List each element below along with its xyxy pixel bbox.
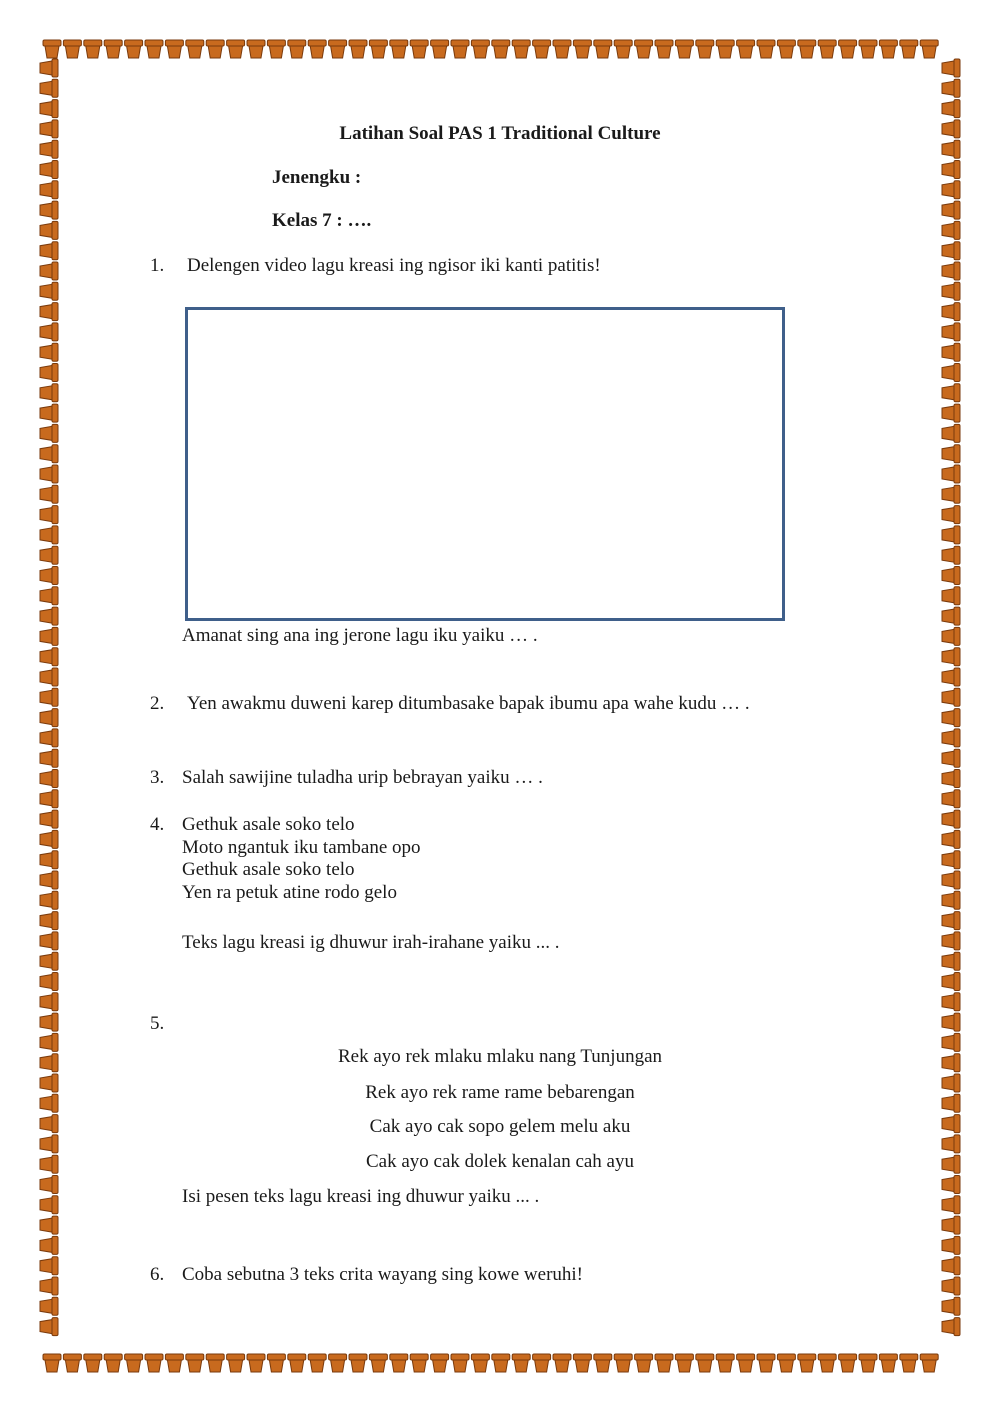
flower-pot-icon [125, 40, 143, 58]
flower-pot-icon [942, 526, 960, 544]
flower-pot-icon [40, 952, 58, 970]
flower-pot-icon [942, 587, 960, 605]
flower-pot-icon [942, 973, 960, 991]
flower-pot-icon [40, 1216, 58, 1234]
flower-pot-icon [369, 40, 387, 58]
flower-pot-icon [84, 40, 102, 58]
flower-pot-icon [40, 648, 58, 666]
flower-pot-icon [40, 932, 58, 950]
flower-pot-icon [329, 40, 347, 58]
flower-pot-icon [247, 40, 265, 58]
flower-pot-icon [942, 546, 960, 564]
flower-pot-icon [942, 790, 960, 808]
flower-pot-icon [40, 303, 58, 321]
flower-pot-icon [839, 1354, 857, 1372]
flower-pot-icon [451, 1354, 469, 1372]
flower-pot-icon [40, 79, 58, 97]
flower-pot-icon [40, 201, 58, 219]
flower-pot-icon [288, 1354, 306, 1372]
flower-pot-icon [349, 1354, 367, 1372]
flower-pot-icon [798, 40, 816, 58]
flower-pot-icon [40, 607, 58, 625]
flower-pot-icon [431, 1354, 449, 1372]
flower-pot-icon [206, 1354, 224, 1372]
flower-pot-icon [942, 1216, 960, 1234]
flower-pot-icon [942, 445, 960, 463]
flower-pot-icon [227, 40, 245, 58]
flower-pot-icon [942, 607, 960, 625]
flower-pot-icon [675, 40, 693, 58]
flower-pot-icon [40, 729, 58, 747]
flower-pot-icon [942, 262, 960, 280]
flower-pot-icon [533, 40, 551, 58]
question-4-lyric-line: Gethuk asale soko telo [182, 814, 355, 835]
question-5-lyric-line: Cak ayo cak dolek kenalan cah ayu [366, 1151, 634, 1172]
flower-pot-icon [512, 1354, 530, 1372]
flower-pot-icon [942, 993, 960, 1011]
flower-pot-icon [942, 749, 960, 767]
flower-pot-icon [40, 993, 58, 1011]
flower-pot-icon [942, 567, 960, 585]
flower-pot-icon [369, 1354, 387, 1372]
flower-pot-icon [942, 871, 960, 889]
flower-pot-icon [818, 40, 836, 58]
question-5-lyric-line: Cak ayo cak sopo gelem melu aku [369, 1116, 631, 1137]
question-5-lyric-line: Rek ayo rek mlaku mlaku nang Tunjungan [337, 1046, 663, 1067]
flower-pot-icon [635, 40, 653, 58]
flower-pot-icon [942, 282, 960, 300]
flower-pot-icon [40, 546, 58, 564]
flower-pot-icon [942, 424, 960, 442]
flower-pot-icon [145, 40, 163, 58]
flower-pot-icon [942, 668, 960, 686]
flower-pot-icon [410, 40, 428, 58]
flower-pot-icon [471, 40, 489, 58]
flower-pot-icon [40, 1277, 58, 1295]
flower-pot-icon [471, 1354, 489, 1372]
flower-pot-icon [145, 1354, 163, 1372]
flower-pot-icon [553, 1354, 571, 1372]
page-border-bottom [42, 1352, 958, 1374]
flower-pot-icon [594, 40, 612, 58]
flower-pot-icon [390, 40, 408, 58]
flower-pot-icon [859, 40, 877, 58]
flower-pot-icon [900, 40, 918, 58]
flower-pot-icon [40, 323, 58, 341]
flower-pot-icon [186, 40, 204, 58]
class-label: Kelas 7 : …. [272, 210, 372, 231]
flower-pot-icon [40, 181, 58, 199]
flower-pot-icon [594, 1354, 612, 1372]
flower-pot-icon [942, 1297, 960, 1315]
flower-pot-icon [839, 40, 857, 58]
flower-pot-icon [942, 830, 960, 848]
flower-pot-icon [40, 242, 58, 260]
flower-pot-icon [942, 851, 960, 869]
flower-pot-icon [942, 729, 960, 747]
flower-pot-icon [104, 40, 122, 58]
flower-pot-icon [942, 465, 960, 483]
page-title: Latihan Soal PAS 1 Traditional Culture [339, 123, 661, 144]
flower-pot-icon [942, 303, 960, 321]
flower-pot-icon [40, 1236, 58, 1254]
flower-pot-icon [43, 1354, 61, 1372]
flower-pot-icon [40, 912, 58, 930]
flower-pot-icon [165, 40, 183, 58]
flower-pot-icon [492, 40, 510, 58]
flower-pot-icon [942, 952, 960, 970]
flower-pot-icon [63, 1354, 81, 1372]
flower-pot-icon [942, 221, 960, 239]
question-1-number: 1. [150, 255, 165, 276]
flower-pot-icon [40, 161, 58, 179]
flower-pot-icon [40, 688, 58, 706]
flower-pot-icon [84, 1354, 102, 1372]
flower-pot-icon [942, 59, 960, 77]
question-5-number: 5. [150, 1013, 165, 1034]
flower-pot-icon [716, 40, 734, 58]
flower-pot-icon [614, 40, 632, 58]
flower-pot-icon [942, 485, 960, 503]
flower-pot-icon [920, 40, 938, 58]
question-6-number: 6. [150, 1264, 165, 1285]
flower-pot-icon [879, 1354, 897, 1372]
flower-pot-icon [533, 1354, 551, 1372]
flower-pot-icon [942, 161, 960, 179]
flower-pot-icon [942, 709, 960, 727]
flower-pot-icon [40, 1013, 58, 1031]
flower-pot-icon [40, 790, 58, 808]
flower-pot-icon [40, 871, 58, 889]
flower-pot-icon [942, 364, 960, 382]
flower-pot-icon [942, 79, 960, 97]
flower-pot-icon [63, 40, 81, 58]
flower-pot-icon [757, 1354, 775, 1372]
flower-pot-icon [40, 567, 58, 585]
flower-pot-icon [942, 100, 960, 118]
flower-pot-icon [40, 1257, 58, 1275]
flower-pot-icon [40, 749, 58, 767]
flower-pot-icon [942, 810, 960, 828]
flower-pot-icon [942, 1277, 960, 1295]
flower-pot-icon [942, 323, 960, 341]
question-3-number: 3. [150, 767, 165, 788]
flower-pot-icon [40, 830, 58, 848]
flower-pot-icon [614, 1354, 632, 1372]
flower-pot-icon [942, 1013, 960, 1031]
page-border-top [42, 38, 958, 60]
flower-pot-icon [40, 709, 58, 727]
flower-pot-icon [798, 1354, 816, 1372]
flower-pot-icon [942, 891, 960, 909]
question-4-number: 4. [150, 814, 165, 835]
question-1-text: Delengen video lagu kreasi ing ngisor iki kanti patitis! [187, 255, 601, 276]
flower-pot-icon [942, 627, 960, 645]
flower-pot-icon [40, 526, 58, 544]
question-4-lyric-line: Yen ra petuk atine rodo gelo [182, 882, 397, 903]
flower-pot-icon [675, 1354, 693, 1372]
flower-pot-icon [431, 40, 449, 58]
flower-pot-icon [308, 1354, 326, 1372]
flower-pot-icon [942, 1176, 960, 1194]
flower-pot-icon [451, 40, 469, 58]
flower-pot-icon [696, 40, 714, 58]
flower-pot-icon [942, 1257, 960, 1275]
flower-pot-icon [40, 445, 58, 463]
question-4-follow-up: Teks lagu kreasi ig dhuwur irah-irahane yaiku ... . [182, 932, 560, 953]
flower-pot-icon [40, 810, 58, 828]
flower-pot-icon [942, 1196, 960, 1214]
flower-pot-icon [553, 40, 571, 58]
flower-pot-icon [40, 1176, 58, 1194]
flower-pot-icon [920, 1354, 938, 1372]
flower-pot-icon [40, 587, 58, 605]
flower-pot-icon [942, 506, 960, 524]
flower-pot-icon [40, 221, 58, 239]
flower-pot-icon [40, 1318, 58, 1336]
flower-pot-icon [40, 424, 58, 442]
flower-pot-icon [757, 40, 775, 58]
flower-pot-icon [40, 364, 58, 382]
name-label: Jenengku : [272, 167, 362, 188]
question-4-lyric-line: Moto ngantuk iku tambane opo [182, 837, 421, 858]
flower-pot-icon [737, 40, 755, 58]
flower-pot-icon [40, 404, 58, 422]
flower-pot-icon [40, 506, 58, 524]
flower-pot-icon [942, 181, 960, 199]
flower-pot-icon [267, 1354, 285, 1372]
flower-pot-icon [40, 627, 58, 645]
question-3-text: Salah sawijine tuladha urip bebrayan yaiku … . [182, 767, 543, 788]
flower-pot-icon [125, 1354, 143, 1372]
flower-pot-icon [942, 932, 960, 950]
flower-pot-icon [40, 485, 58, 503]
flower-pot-icon [942, 404, 960, 422]
flower-pot-icon [40, 973, 58, 991]
flower-pot-icon [942, 242, 960, 260]
flower-pot-icon [818, 1354, 836, 1372]
flower-pot-icon [942, 912, 960, 930]
question-2-number: 2. [150, 693, 165, 714]
flower-pot-icon [288, 40, 306, 58]
flower-pot-icon [165, 1354, 183, 1372]
flower-pot-icon [942, 648, 960, 666]
flower-pot-icon [104, 1354, 122, 1372]
flower-pot-icon [40, 1196, 58, 1214]
flower-pot-icon [329, 1354, 347, 1372]
flower-pot-icon [859, 1354, 877, 1372]
question-5-follow-up: Isi pesen teks lagu kreasi ing dhuwur yaiku ... . [182, 1186, 540, 1207]
flower-pot-icon [40, 1297, 58, 1315]
question-6-text: Coba sebutna 3 teks crita wayang sing kowe weruhi! [182, 1264, 584, 1285]
flower-pot-icon [512, 40, 530, 58]
flower-pot-icon [349, 40, 367, 58]
flower-pot-icon [942, 1318, 960, 1336]
flower-pot-icon [942, 343, 960, 361]
flower-pot-icon [40, 59, 58, 77]
flower-pot-icon [40, 384, 58, 402]
flower-pot-icon [635, 1354, 653, 1372]
flower-pot-icon [716, 1354, 734, 1372]
question-4-lyric-line: Gethuk asale soko telo [182, 859, 355, 880]
flower-pot-icon [696, 1354, 714, 1372]
flower-pot-icon [186, 1354, 204, 1372]
question-2-text: Yen awakmu duweni karep ditumbasake bapak ibumu apa wahe kudu … . [187, 693, 750, 714]
flower-pot-icon [308, 40, 326, 58]
flower-pot-icon [942, 1236, 960, 1254]
flower-pot-icon [40, 668, 58, 686]
flower-pot-icon [410, 1354, 428, 1372]
flower-pot-icon [247, 1354, 265, 1372]
flower-pot-icon [573, 40, 591, 58]
flower-pot-icon [777, 1354, 795, 1372]
flower-pot-icon [40, 770, 58, 788]
flower-pot-icon [206, 40, 224, 58]
flower-pot-icon [40, 851, 58, 869]
flower-pot-icon [777, 40, 795, 58]
flower-pot-icon [227, 1354, 245, 1372]
flower-pot-icon [655, 40, 673, 58]
video-embed-frame[interactable] [185, 307, 785, 621]
flower-pot-icon [942, 384, 960, 402]
flower-pot-icon [737, 1354, 755, 1372]
flower-pot-icon [942, 770, 960, 788]
flower-pot-icon [942, 688, 960, 706]
question-5-lyric-line: Rek ayo rek rame rame bebarengan [365, 1082, 635, 1103]
flower-pot-icon [942, 201, 960, 219]
flower-pot-icon [40, 262, 58, 280]
flower-pot-icon [573, 1354, 591, 1372]
flower-pot-icon [40, 282, 58, 300]
flower-pot-icon [40, 465, 58, 483]
flower-pot-icon [492, 1354, 510, 1372]
flower-pot-icon [900, 1354, 918, 1372]
flower-pot-icon [879, 40, 897, 58]
flower-pot-icon [655, 1354, 673, 1372]
flower-pot-icon [390, 1354, 408, 1372]
flower-pot-icon [40, 100, 58, 118]
flower-pot-icon [40, 343, 58, 361]
question-1-follow-up: Amanat sing ana ing jerone lagu iku yaiku … . [182, 625, 538, 646]
flower-pot-icon [40, 891, 58, 909]
flower-pot-icon [267, 40, 285, 58]
flower-pot-icon [43, 40, 61, 58]
